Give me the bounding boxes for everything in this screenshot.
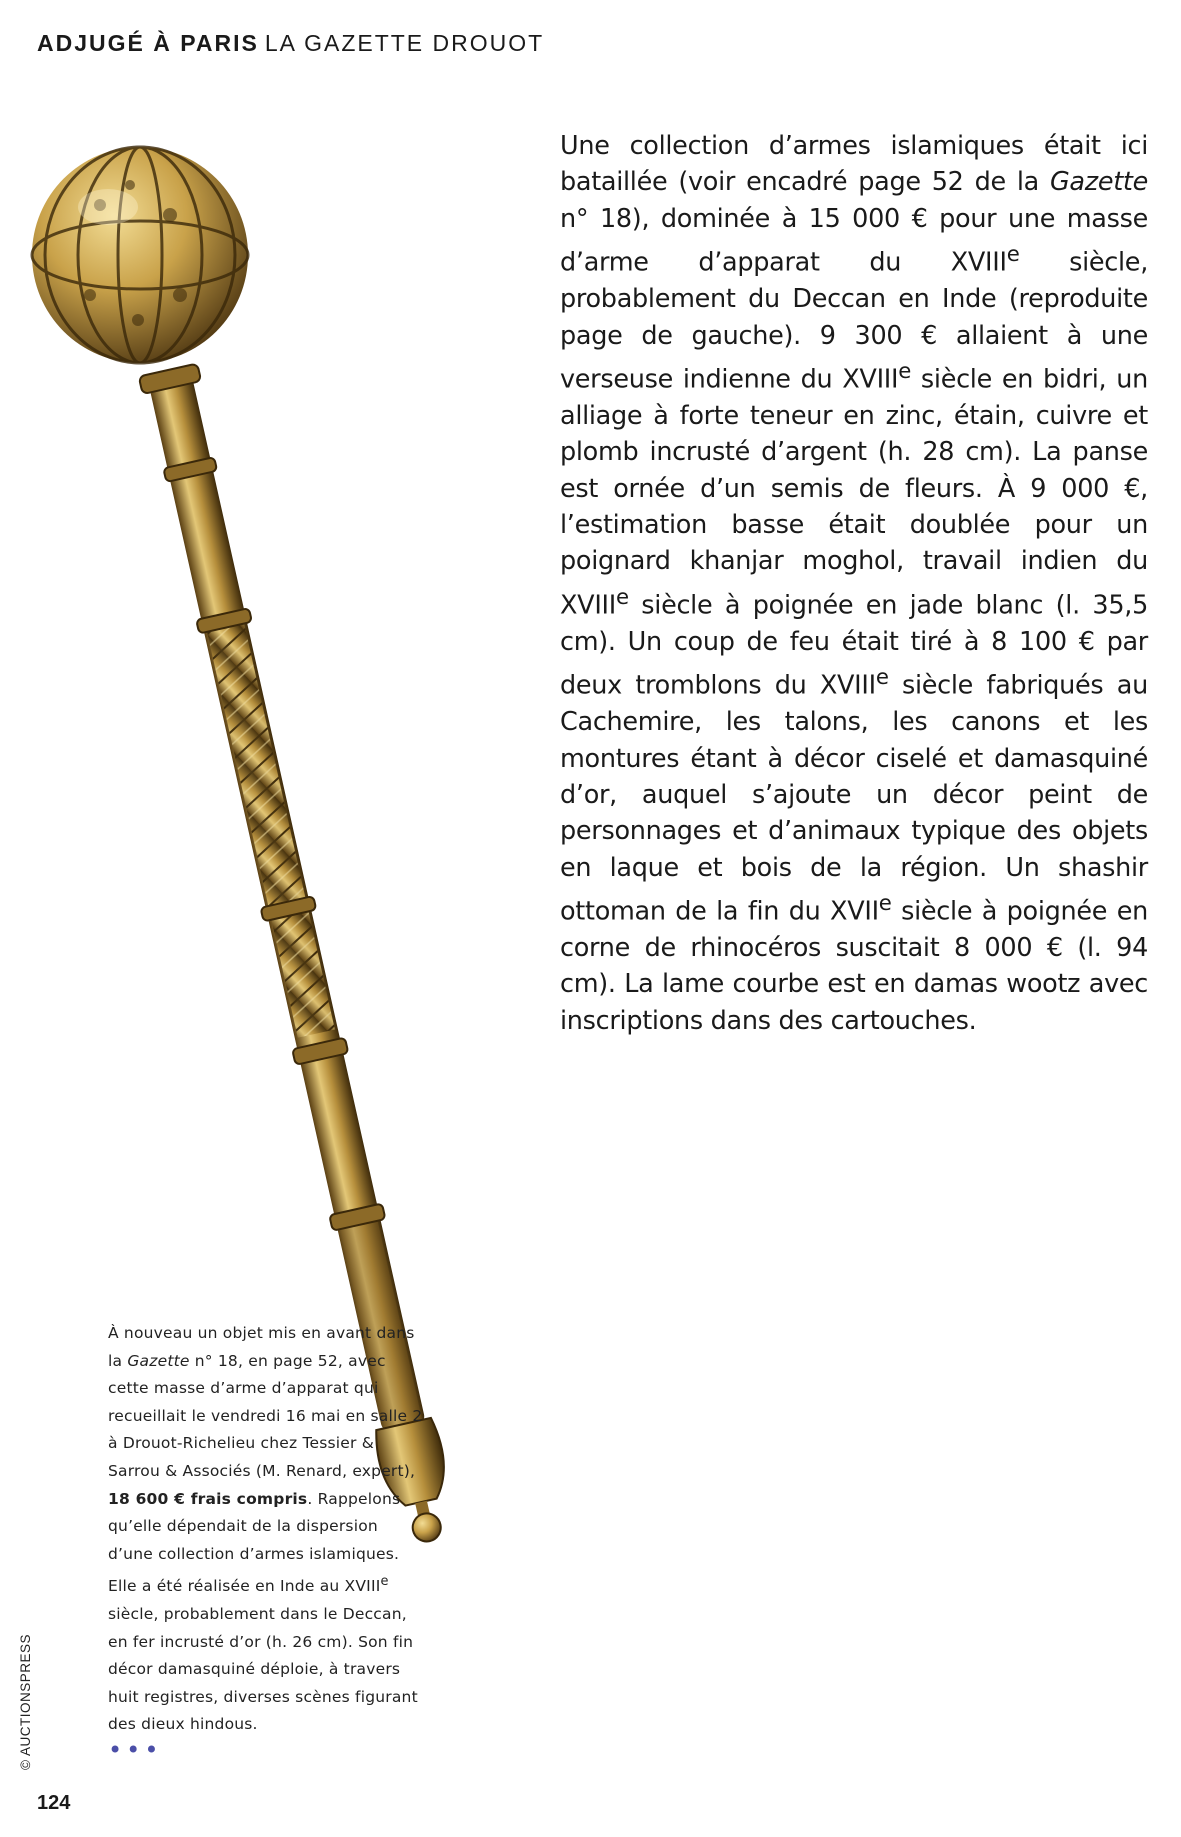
mace-head [32,147,248,363]
article-paragraph: Une collection d’armes islamiques était ici bataillée (voir encadré page 52 de la Gazette n° 18), dominée à 15 000 € pour une masse d’arme d’apparat du XVIIIe siècle, probablement du Deccan en Inde (reproduite page de gauche). 9 300 € allaient à une verseuse indienne du XVIIIe siècle en bidri, un alliage à forte teneur en zinc, étain, cuivre et plomb incrusté d’argent (h. 28 cm). La panse est ornée d’un semis de fleurs. À 9 000 €, l’estimation basse était doublée pour un poignard khanjar moghol, travail indien du XVIIIe siècle à poignée en jade blanc (l. 35,5 cm). Un coup de feu était tiré à 8 100 € par deux tromblons du XVIIIe siècle fabriqués au Cachemire, les talons, les canons et les montures étant à décor ciselé et damasquiné d’or, auquel s’ajoute un décor peint de personnages et d’animaux typique des objets en laque et bois de la région. Un shashir ottoman de la fin du XVIIe siècle à poignée en corne de rhinocéros suscitait 8 000 € (l. 94 cm). La lame courbe est en damas wootz avec inscriptions dans des cartouches. [560,131,1148,1036]
header-publication: LA GAZETTE DROUOT [264,30,545,56]
photo-credit: © AUCTIONSPRESS [18,1634,33,1770]
caption-text: À nouveau un objet mis en avant dans la Gazette n° 18, en page 52, avec cette masse d’arme d’apparat qui recueillait le vendredi 16 mai en salle 2 à Drouot-Richelieu chez Tessier & Sarrou & Associés (M. Renard, expert), 18 600 € frais compris. Rappelons qu’elle dépendait de la dispersion d’une collection d’armes islamiques. Elle a été réalisée en Inde au XVIIIe siècle, probablement dans le Deccan, en fer incrusté d’or (h. 26 cm). Son fin décor damasquiné déploie, à travers huit registres, diverses scènes figurant des dieux hindous. [108,1324,423,1734]
caption-price: 18 600 € frais compris [108,1489,308,1508]
photo-caption [108,1320,426,1765]
ellipsis-dots: ••• [108,1736,163,1765]
article-body [560,128,1148,1039]
header-section: ADJUGÉ À PARIS [37,30,259,56]
page-number: 124 [37,1792,71,1814]
running-header [37,30,544,57]
